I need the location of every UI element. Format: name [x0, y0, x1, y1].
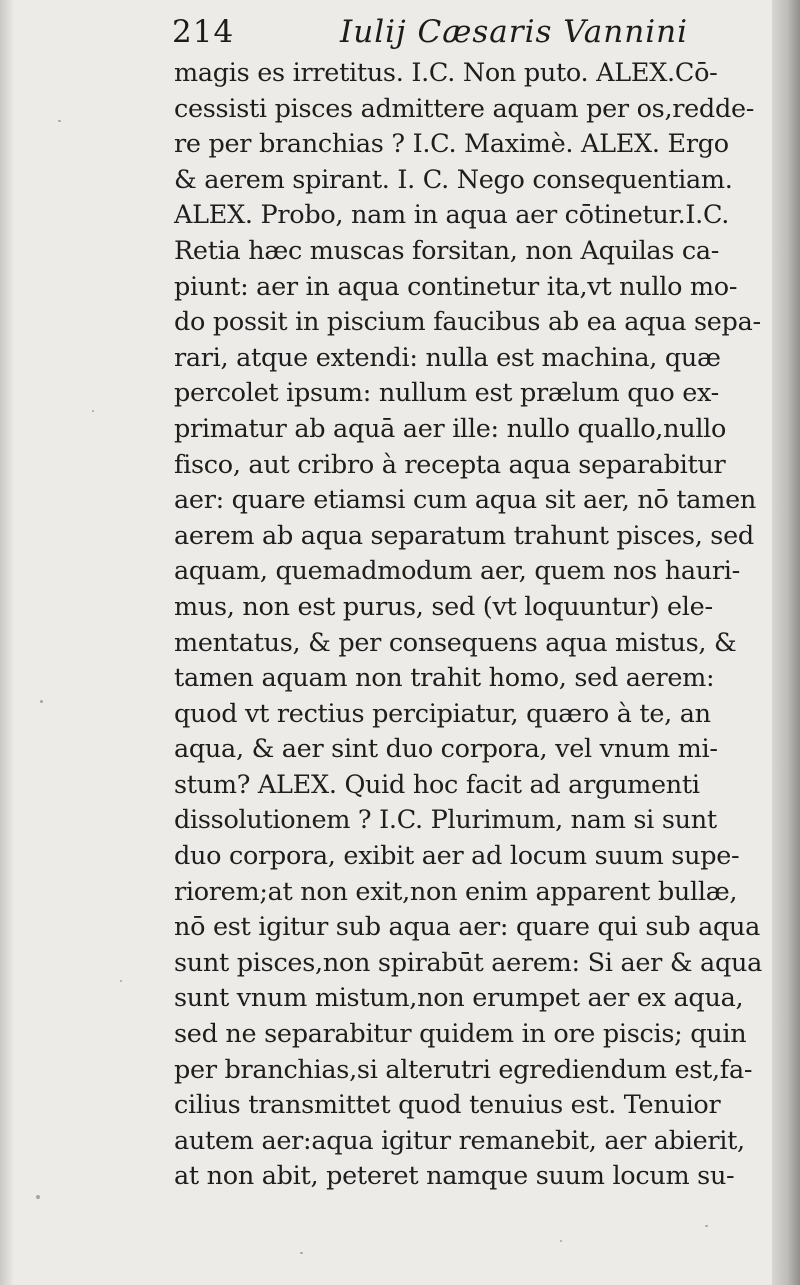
page-gutter-shadow	[0, 0, 14, 1285]
text-line: sunt pisces,non spirabūt aerem: Si aer & aqua	[174, 947, 763, 978]
paper-speck	[300, 1252, 303, 1254]
page-number: 214	[172, 14, 235, 50]
text-line: stum? ALEX. Quid hoc facit ad argumenti	[174, 769, 700, 800]
text-line: primatur ab aquā aer ille: nullo quallo,nullo	[174, 413, 727, 444]
text-line: sed ne separabitur quidem in ore piscis; quin	[174, 1019, 747, 1050]
paper-speck	[705, 1225, 708, 1227]
text-line: dissolutionem ? I.C. Plurimum, nam si sunt	[174, 805, 717, 836]
body-text	[174, 56, 774, 1195]
text-line: riorem;at non exit,non enim apparent bullæ,	[174, 876, 738, 907]
text-line: nō est igitur sub aqua aer: quare qui sub aqua	[174, 912, 761, 943]
paper-speck	[560, 1240, 562, 1242]
text-line: mentatus, & per consequens aqua mistus, &	[174, 627, 737, 658]
text-line: magis es irretitus. I.C. Non puto. ALEX.Cō-	[174, 58, 718, 88]
page-header	[170, 14, 730, 62]
text-line: do possit in piscium faucibus ab ea aqua sepa-	[174, 307, 761, 338]
paper-speck	[36, 1195, 40, 1199]
text-line: cessisti pisces admittere aquam per os,redde-	[174, 93, 755, 124]
text-line: Retia hæc muscas forsitan, non Aquilas ca-	[174, 235, 720, 266]
text-line: per branchias,si alterutri egrediendum est,fa-	[174, 1054, 753, 1085]
page-edge-shadow	[772, 0, 800, 1285]
text-line: aquam, quemadmodum aer, quem nos hauri-	[174, 556, 740, 587]
text-line: tamen aquam non trahit homo, sed aerem:	[174, 663, 715, 694]
text-line: duo corpora, exibit aer ad locum suum supe-	[174, 841, 740, 872]
text-line: aerem ab aqua separatum trahunt pisces, sed	[174, 520, 754, 551]
text-line: mus, non est purus, sed (vt loquuntur) ele-	[174, 591, 713, 622]
paper-speck	[40, 700, 43, 703]
text-line: re per branchias ? I.C. Maximè. ALEX. Ergo	[174, 129, 729, 160]
text-line: ALEX. Probo, nam in aqua aer cōtinetur.I.C.	[174, 200, 730, 231]
paper-speck	[92, 410, 94, 412]
text-line: piunt: aer in aqua continetur ita,vt nullo mo-	[174, 271, 738, 302]
text-line: aqua, & aer sint duo corpora, vel vnum mi-	[174, 734, 718, 765]
text-line: autem aer:aqua igitur remanebit, aer abierit,	[174, 1125, 745, 1156]
text-line: percolet ipsum: nullum est prælum quo ex-	[174, 378, 719, 409]
running-head: Iulij Cæsaris Vannini	[340, 14, 688, 50]
text-line: quod vt rectius percipiatur, quæro à te, an	[174, 698, 711, 729]
text-line: sunt vnum mistum,non erumpet aer ex aqua,	[174, 983, 744, 1014]
text-line: & aerem spirant. I. C. Nego consequentiam.	[174, 164, 733, 195]
text-line: cilius transmittet quod tenuius est. Tenuior	[174, 1090, 721, 1121]
text-line: aer: quare etiamsi cum aqua sit aer, nō tamen	[174, 485, 757, 516]
paper-speck	[58, 120, 61, 122]
text-line: rari, atque extendi: nulla est machina, quæ	[174, 342, 721, 373]
paper-speck	[120, 980, 122, 982]
text-line: fisco, aut cribro à recepta aqua separabitur	[174, 449, 726, 480]
text-line: at non abit, peteret namque suum locum su-	[174, 1161, 735, 1192]
